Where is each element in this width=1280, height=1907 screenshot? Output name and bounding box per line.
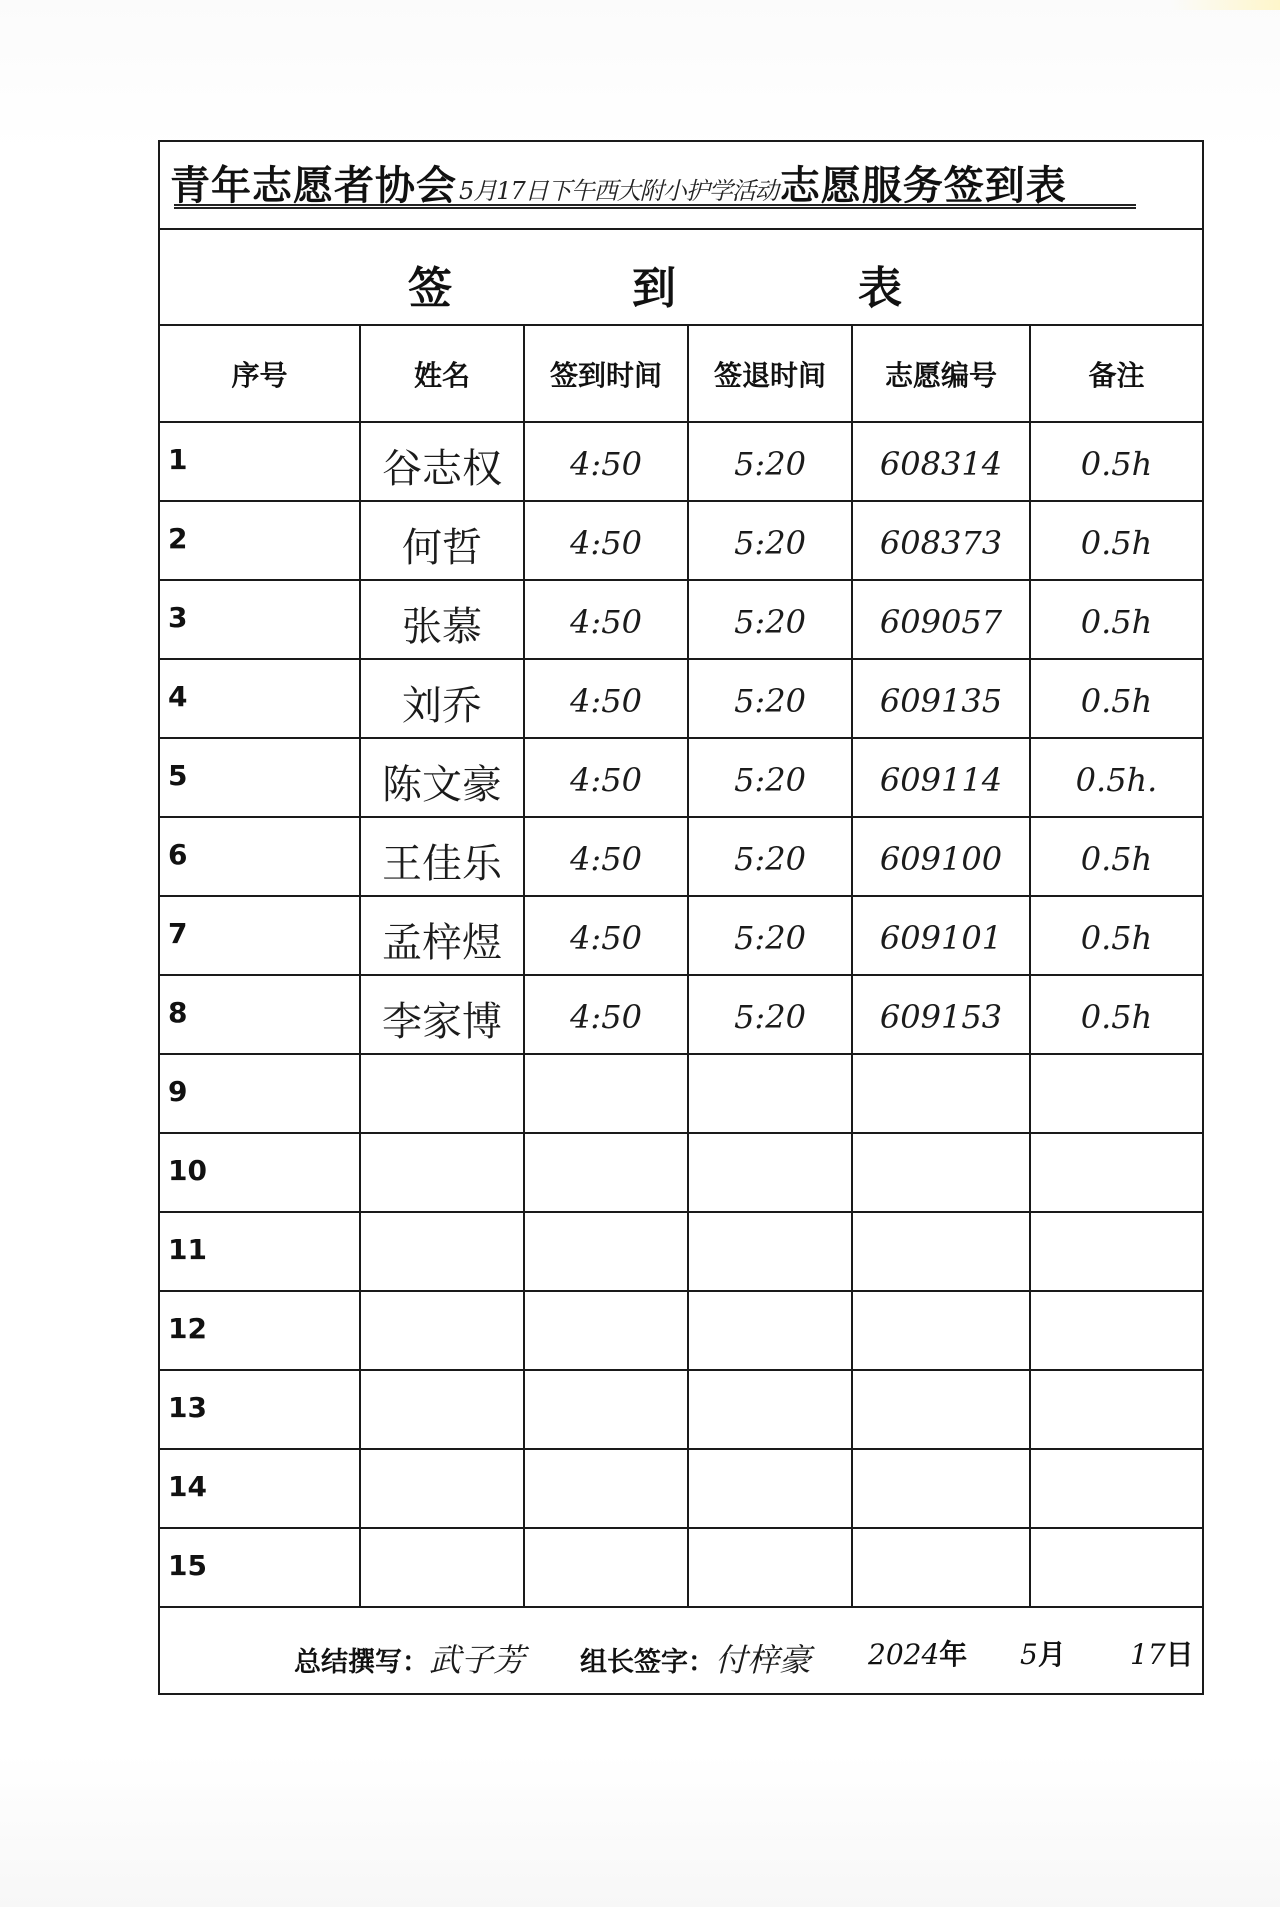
table-header-row: [160, 326, 1202, 422]
table-row: [160, 817, 1202, 896]
table-row: [160, 1370, 1202, 1449]
row-checkout-time: 5:20: [688, 580, 852, 659]
row-checkout-time: 5:20: [688, 422, 852, 501]
table-row: [160, 422, 1202, 501]
row-checkin-time: 4:50: [524, 817, 688, 896]
row-note: 0.5h: [1030, 580, 1202, 659]
header-name: 姓名: [360, 326, 524, 422]
row-checkin-time: 4:50: [524, 975, 688, 1054]
row-note: 0.5h: [1030, 896, 1202, 975]
row-name: [360, 1291, 524, 1370]
row-checkin-time: 4:50: [524, 738, 688, 817]
row-checkout-time: 5:20: [688, 975, 852, 1054]
row-checkout-time: 5:20: [688, 501, 852, 580]
row-checkin-time: 4:50: [524, 501, 688, 580]
table-row: [160, 1528, 1202, 1607]
title-suffix: 志愿服务签到表: [779, 163, 1067, 209]
row-checkin-time: [524, 1449, 688, 1528]
row-index: 5: [160, 738, 360, 817]
header-note: 备注: [1030, 326, 1202, 422]
row-name: [360, 1370, 524, 1449]
row-checkout-time: 5:20: [688, 738, 852, 817]
header-checkout: 签退时间: [688, 326, 852, 422]
footer-row: [160, 1613, 1202, 1693]
header-volunteer-id: 志愿编号: [852, 326, 1030, 422]
title-underline: [174, 204, 1136, 209]
row-checkin-time: [524, 1133, 688, 1212]
row-note: [1030, 1370, 1202, 1449]
row-note: [1030, 1449, 1202, 1528]
month-unit: 月: [1037, 1638, 1066, 1671]
row-checkout-time: [688, 1528, 852, 1607]
row-note: 0.5h: [1030, 422, 1202, 501]
row-volunteer-id: [852, 1370, 1030, 1449]
row-index: 8: [160, 975, 360, 1054]
row-index: 7: [160, 896, 360, 975]
row-name: 王佳乐: [360, 817, 524, 896]
date-month: [1020, 1633, 1066, 1673]
row-name: 陈文豪: [360, 738, 524, 817]
row-name: [360, 1133, 524, 1212]
row-checkin-time: [524, 1291, 688, 1370]
row-checkin-time: 4:50: [524, 896, 688, 975]
row-index: 1: [160, 422, 360, 501]
row-volunteer-id: 609057: [852, 580, 1030, 659]
row-note: [1030, 1212, 1202, 1291]
row-volunteer-id: 608314: [852, 422, 1030, 501]
row-checkout-time: 5:20: [688, 659, 852, 738]
paper-edge-tint: [1170, 0, 1280, 10]
row-checkin-time: [524, 1212, 688, 1291]
row-checkin-time: [524, 1528, 688, 1607]
date-day: [1130, 1633, 1194, 1673]
row-index: 10: [160, 1133, 360, 1212]
row-volunteer-id: 609153: [852, 975, 1030, 1054]
leader-label: 组长签字：: [580, 1647, 715, 1678]
row-volunteer-id: [852, 1528, 1030, 1607]
table-row: [160, 1212, 1202, 1291]
row-note: [1030, 1054, 1202, 1133]
row-checkin-time: 4:50: [524, 580, 688, 659]
row-volunteer-id: 608373: [852, 501, 1030, 580]
row-name: 谷志权: [360, 422, 524, 501]
row-note: 0.5h: [1030, 817, 1202, 896]
row-volunteer-id: [852, 1212, 1030, 1291]
day-unit: 日: [1165, 1638, 1194, 1671]
row-note: 0.5h: [1030, 975, 1202, 1054]
row-checkin-time: [524, 1054, 688, 1133]
table-row: [160, 896, 1202, 975]
row-name: [360, 1054, 524, 1133]
month-value: 5: [1020, 1638, 1038, 1671]
year-value: 2024: [868, 1638, 940, 1671]
sign-in-sheet: [158, 140, 1204, 1695]
row-volunteer-id: 609100: [852, 817, 1030, 896]
row-index: 4: [160, 659, 360, 738]
title-handwritten-event: 5月17日下午西大附小护学活动: [459, 177, 778, 205]
summary-writer-signature: 武子芳: [429, 1641, 526, 1679]
row-index: 11: [160, 1212, 360, 1291]
row-checkout-time: [688, 1054, 852, 1133]
row-volunteer-id: [852, 1291, 1030, 1370]
leader-signature-field: [580, 1635, 811, 1681]
row-name: 张慕: [360, 580, 524, 659]
row-volunteer-id: [852, 1449, 1030, 1528]
row-checkout-time: [688, 1370, 852, 1449]
summary-label: 总结撰写：: [294, 1647, 429, 1678]
table-row: [160, 1054, 1202, 1133]
table-row: [160, 1133, 1202, 1212]
banner-row: [160, 230, 1202, 326]
row-name: 孟梓煜: [360, 896, 524, 975]
date-year: [868, 1633, 967, 1673]
row-volunteer-id: 609101: [852, 896, 1030, 975]
row-note: 0.5h: [1030, 659, 1202, 738]
row-volunteer-id: [852, 1133, 1030, 1212]
table-row: [160, 1291, 1202, 1370]
banner-char-2: 到: [632, 263, 676, 314]
row-name: 刘乔: [360, 659, 524, 738]
row-index: 14: [160, 1449, 360, 1528]
row-checkout-time: [688, 1449, 852, 1528]
banner-char-3: 表: [858, 263, 902, 314]
row-note: [1030, 1133, 1202, 1212]
table-row: [160, 1449, 1202, 1528]
title-row: [160, 142, 1202, 230]
row-index: 13: [160, 1370, 360, 1449]
row-name: [360, 1528, 524, 1607]
row-volunteer-id: 609114: [852, 738, 1030, 817]
summary-writer-field: [294, 1635, 525, 1681]
row-name: 何哲: [360, 501, 524, 580]
row-checkout-time: [688, 1212, 852, 1291]
table-row: [160, 738, 1202, 817]
row-name: 李家博: [360, 975, 524, 1054]
banner-char-1: 签: [408, 263, 452, 314]
row-note: 0.5h: [1030, 501, 1202, 580]
row-index: 15: [160, 1528, 360, 1607]
row-index: 3: [160, 580, 360, 659]
row-note: [1030, 1528, 1202, 1607]
table-row: [160, 659, 1202, 738]
title-prefix: 青年志愿者协会: [170, 163, 457, 209]
table-row: [160, 975, 1202, 1054]
row-volunteer-id: [852, 1054, 1030, 1133]
row-volunteer-id: 609135: [852, 659, 1030, 738]
leader-signature: 付梓豪: [715, 1641, 812, 1679]
row-checkin-time: 4:50: [524, 422, 688, 501]
row-index: 2: [160, 501, 360, 580]
day-value: 17: [1130, 1638, 1166, 1671]
row-name: [360, 1212, 524, 1291]
row-checkin-time: [524, 1370, 688, 1449]
row-index: 12: [160, 1291, 360, 1370]
row-checkout-time: 5:20: [688, 896, 852, 975]
row-index: 9: [160, 1054, 360, 1133]
row-checkout-time: [688, 1133, 852, 1212]
form-title: [170, 154, 1067, 211]
row-checkout-time: 5:20: [688, 817, 852, 896]
header-checkin: 签到时间: [524, 326, 688, 422]
row-note: 0.5h.: [1030, 738, 1202, 817]
year-unit: 年: [939, 1638, 968, 1671]
table-row: [160, 580, 1202, 659]
header-index: 序号: [160, 326, 360, 422]
row-checkin-time: 4:50: [524, 659, 688, 738]
row-note: [1030, 1291, 1202, 1370]
row-index: 6: [160, 817, 360, 896]
row-checkout-time: [688, 1291, 852, 1370]
table-row: [160, 501, 1202, 580]
attendance-table: [160, 326, 1202, 1608]
row-name: [360, 1449, 524, 1528]
